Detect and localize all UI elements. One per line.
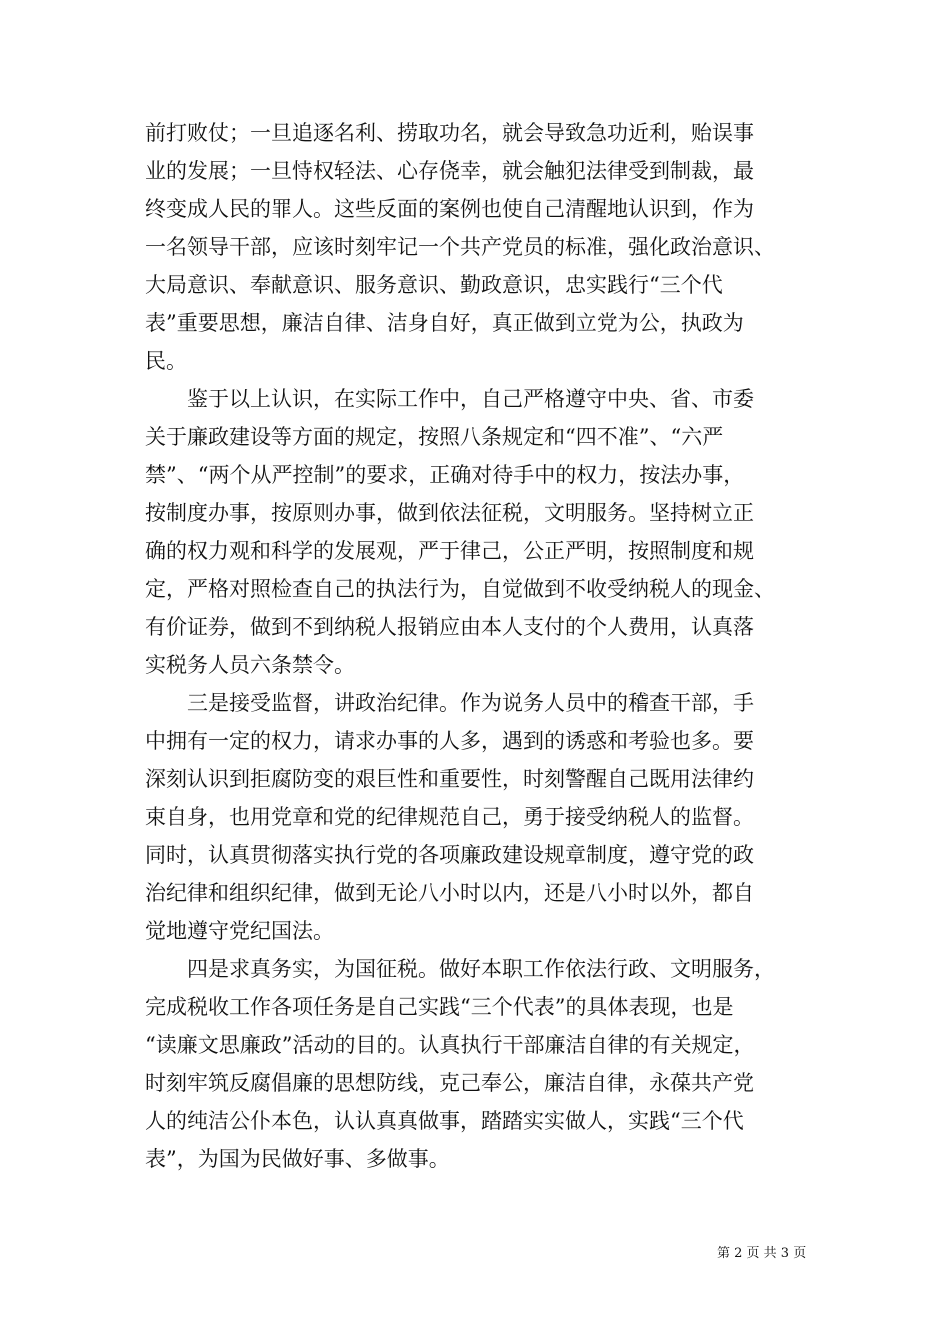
text-line: 表”，为国为民做好事、多做事。 bbox=[145, 1147, 450, 1171]
text-line: 前打败仗；一旦追逐名利、捞取功名，就会导致急功近利，贻误事 bbox=[145, 121, 754, 145]
text-line: “读廉文思廉政”活动的目的。认真执行干部廉洁自律的有关规定， bbox=[145, 1033, 755, 1057]
text-line: 有价证券，做到不到纳税人报销应由本人支付的个人费用，认真落 bbox=[145, 615, 754, 639]
text-line: 人的纯洁公仆本色，认认真真做事，踏踏实实做人，实践“三个代 bbox=[145, 1109, 744, 1133]
text-line: 民。 bbox=[145, 349, 187, 373]
text-line: 束自身，也用党章和党的纪律规范自己，勇于接受纳税人的监督。 bbox=[145, 805, 754, 829]
text-line: 治纪律和组织纪律，做到无论八小时以内，还是八小时以外，都自 bbox=[145, 881, 754, 905]
text-line: 三是接受监督，讲政治纪律。作为说务人员中的稽查干部，手 bbox=[145, 691, 754, 715]
text-line: 一名领导干部，应该时刻牢记一个共产党员的标准，强化政治意识、 bbox=[145, 235, 775, 259]
text-line: 定，严格对照检查自己的执法行为，自觉做到不收受纳税人的现金、 bbox=[145, 577, 775, 601]
text-line: 四是求真务实，为国征税。做好本职工作依法行政、文明服务， bbox=[145, 957, 775, 981]
text-line: 时刻牢筑反腐倡廉的思想防线，克己奉公，廉洁自律，永葆共产党 bbox=[145, 1071, 754, 1095]
text-line: 禁”、“两个从严控制”的要求，正确对待手中的权力，按法办事， bbox=[145, 463, 745, 487]
page-number-footer: 第 2 页 共 3 页 bbox=[717, 1246, 807, 1261]
text-line: 确的权力观和科学的发展观，严于律己，公正严明，按照制度和规 bbox=[145, 539, 754, 563]
text-line: 终变成人民的罪人。这些反面的案例也使自己清醒地认识到，作为 bbox=[145, 197, 754, 221]
document-body bbox=[145, 114, 813, 1178]
text-line: 鉴于以上认识，在实际工作中，自己严格遵守中央、省、市委 bbox=[145, 387, 754, 411]
text-line: 业的发展；一旦恃权轻法、心存侥幸，就会触犯法律受到制裁，最 bbox=[145, 159, 754, 183]
text-line: 表”重要思想，廉洁自律、洁身自好，真正做到立党为公，执政为 bbox=[145, 311, 744, 335]
text-line: 觉地遵守党纪国法。 bbox=[145, 919, 334, 943]
text-line: 同时，认真贯彻落实执行党的各项廉政建设规章制度，遵守党的政 bbox=[145, 843, 754, 867]
text-line: 大局意识、奉献意识、服务意识、勤政意识，忠实践行“三个代 bbox=[145, 273, 723, 297]
text-line: 关于廉政建设等方面的规定，按照八条规定和“四不准”、“六严 bbox=[145, 425, 724, 449]
text-line: 实税务人员六条禁令。 bbox=[145, 653, 355, 677]
text-line: 中拥有一定的权力，请求办事的人多，遇到的诱惑和考验也多。要 bbox=[145, 729, 754, 753]
text-line: 深刻认识到拒腐防变的艰巨性和重要性，时刻警醒自己既用法律约 bbox=[145, 767, 754, 791]
text-line: 完成税收工作各项任务是自己实践“三个代表”的具体表现，也是 bbox=[145, 995, 734, 1019]
text-line: 按制度办事，按原则办事，做到依法征税，文明服务。坚持树立正 bbox=[145, 501, 754, 525]
